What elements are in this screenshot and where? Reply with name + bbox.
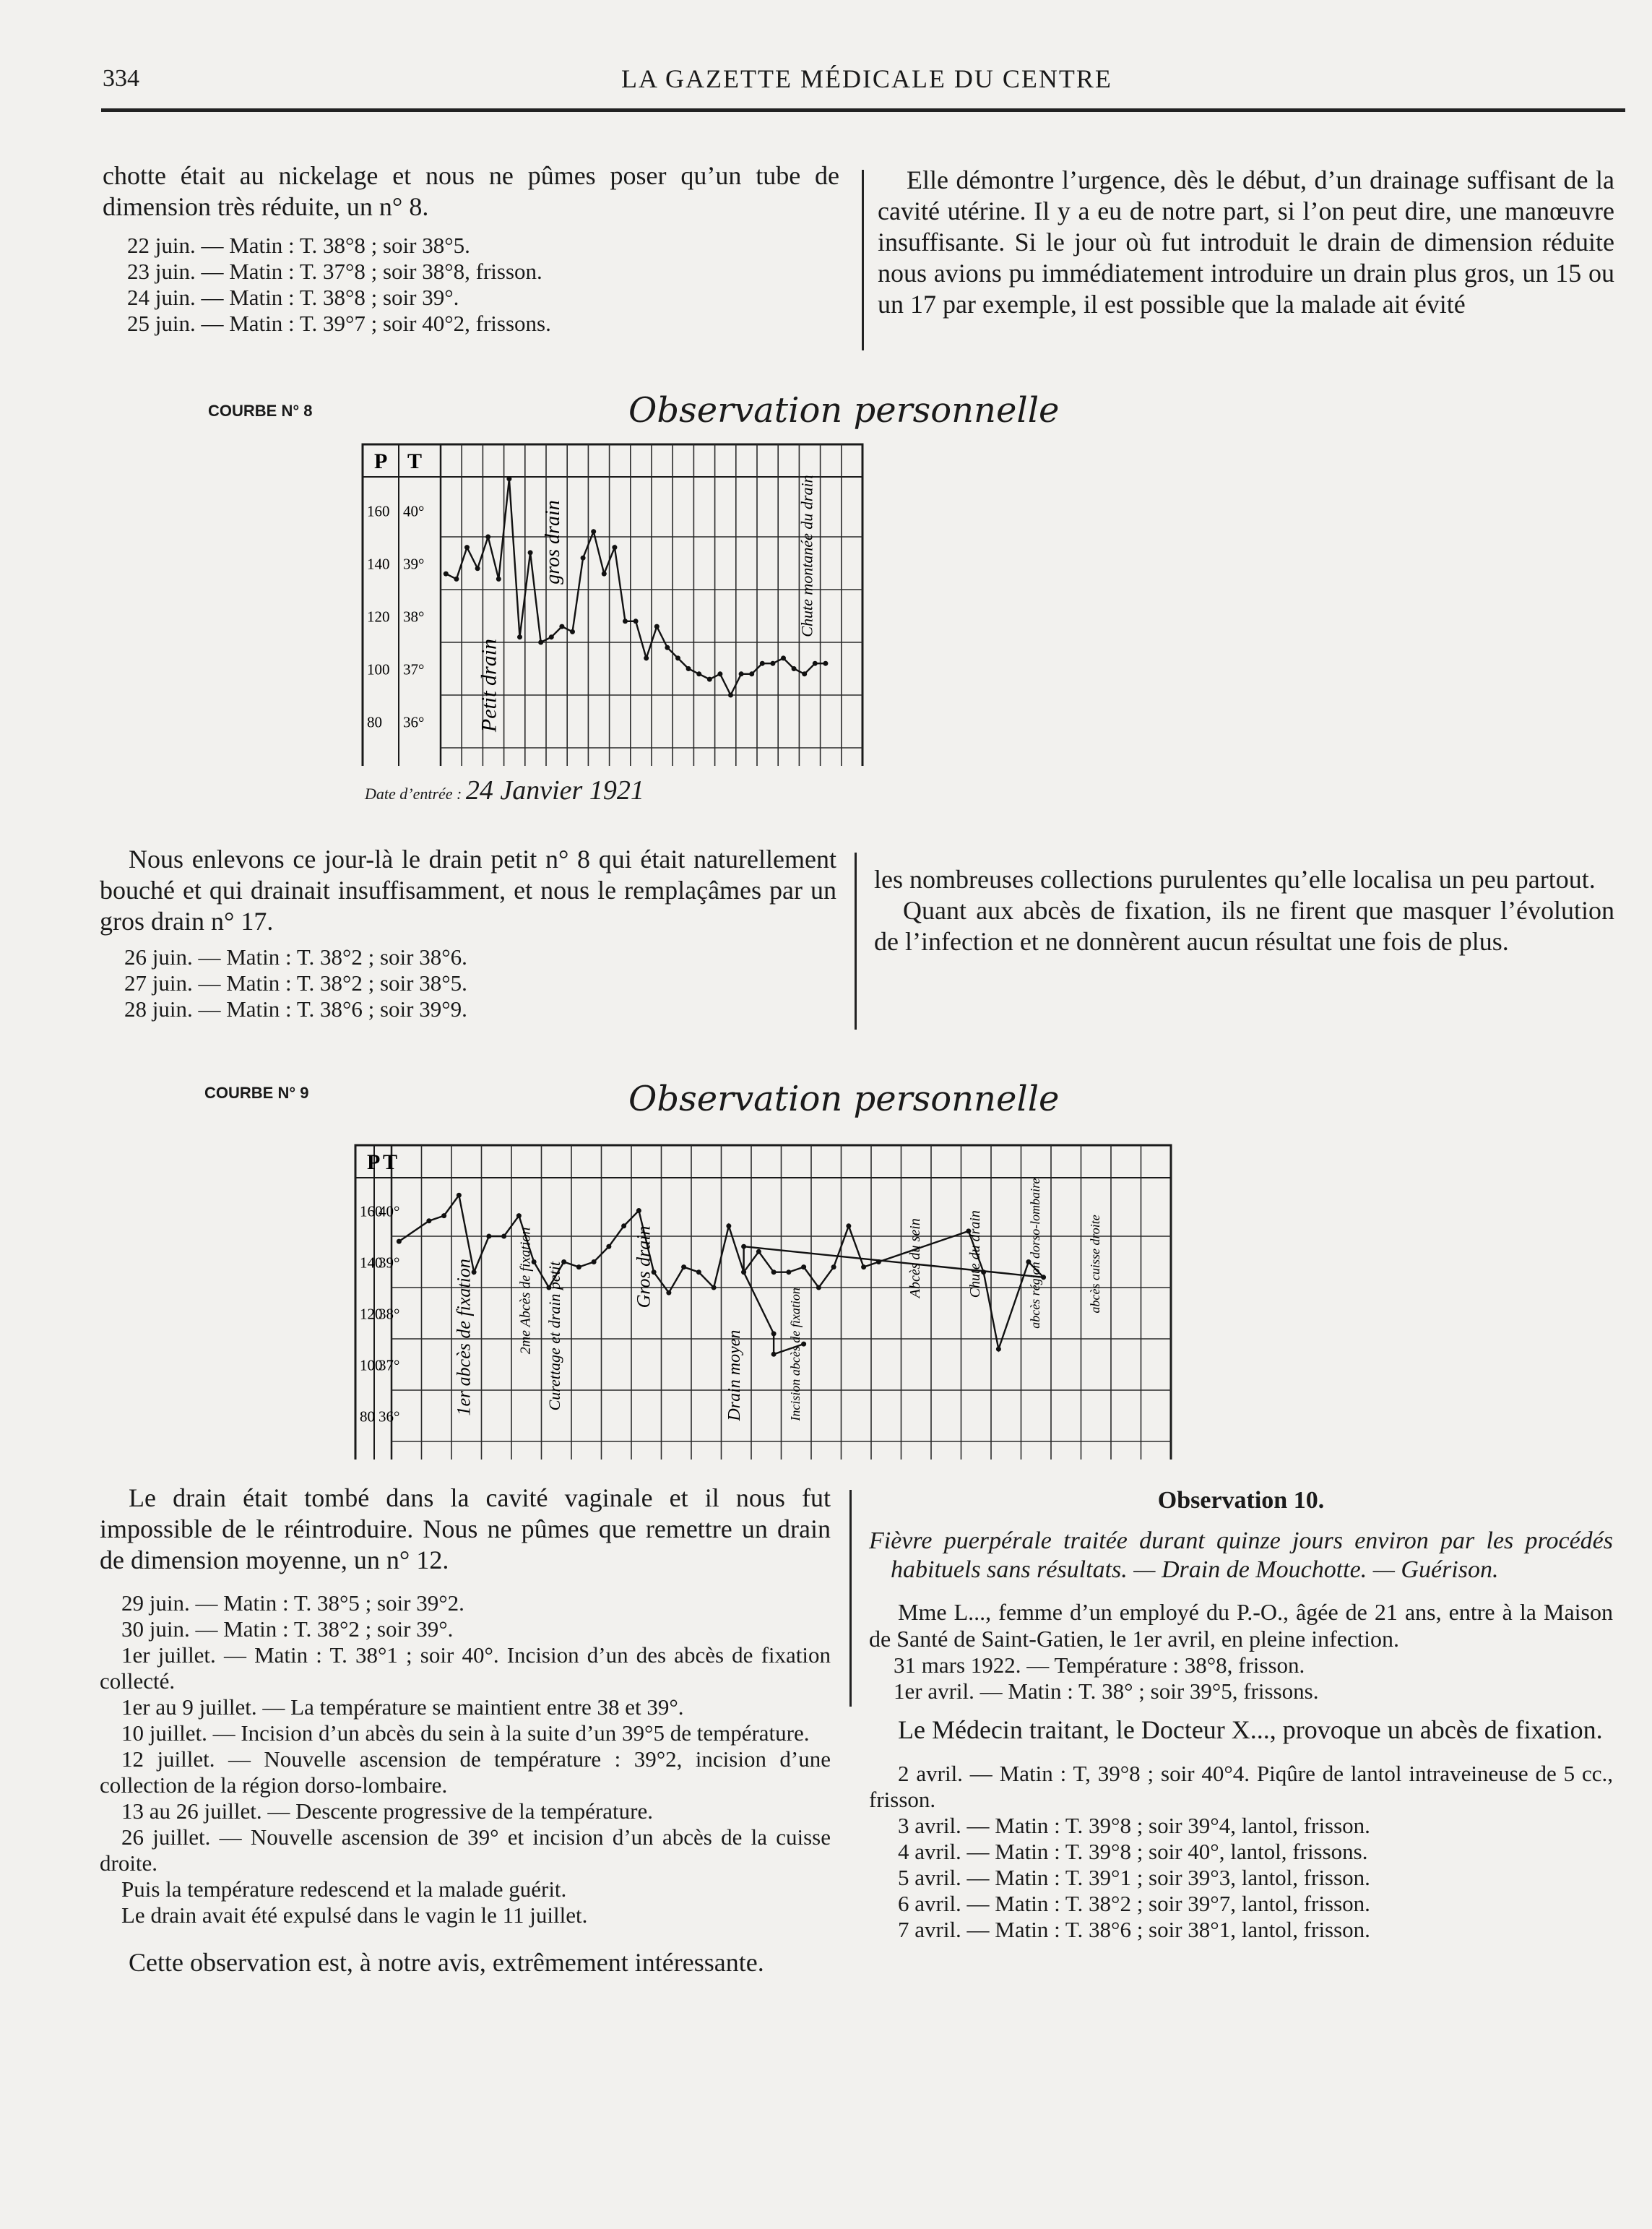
temperature-point	[654, 624, 659, 629]
temperature-point	[696, 1269, 701, 1275]
temperature-point	[516, 1213, 522, 1218]
temperature-point	[549, 634, 554, 639]
chart-frame	[355, 1145, 1171, 1460]
log-line: 10 juillet. — Incision d’un abcès du sein à la suite d’un 39°5 de température.	[121, 1720, 810, 1746]
temperature-point	[633, 618, 639, 624]
temperature-point	[496, 577, 501, 582]
temperature-point	[741, 1244, 746, 1249]
temperature-point	[475, 566, 480, 571]
log-line: Le drain avait été expulsé dans le vagin le 11 juillet.	[121, 1902, 588, 1928]
log-line: 24 juin. — Matin : T. 38°8 ; soir 39°.	[127, 285, 459, 310]
chart-annotation: Chute du drain	[967, 1210, 984, 1298]
log-line: 29 juin. — Matin : T. 38°5 ; soir 39°2.	[121, 1590, 464, 1616]
mid-left-column	[100, 844, 836, 1022]
temperature-point	[749, 671, 754, 676]
chart-annotation: Drain moyen	[725, 1329, 745, 1421]
temperature-point	[760, 661, 765, 666]
header-p: P	[374, 449, 388, 473]
column-divider	[849, 1490, 852, 1707]
log-line: 1er avril. — Matin : T. 38° ; soir 39°5, frissons.	[894, 1678, 1319, 1704]
mid-right-column	[874, 864, 1614, 957]
temperature-point	[771, 1331, 777, 1336]
log-line: 6 avril. — Matin : T. 38°2 ; soir 39°7, lantol, frisson.	[898, 1891, 1370, 1916]
temperature-point	[792, 666, 797, 671]
top-left-column	[103, 160, 839, 337]
chart-annotation: Abcès du sein	[907, 1218, 924, 1298]
temperature-point	[686, 666, 691, 671]
row-label-t: 39°	[379, 1254, 400, 1272]
chart-title: Observation personnelle	[628, 1079, 1060, 1119]
temperature-point	[581, 556, 586, 561]
log-line: 23 juin. — Matin : T. 37°8 ; soir 38°8, frisson.	[127, 259, 542, 284]
temperature-point	[823, 661, 828, 666]
temperature-point	[741, 1269, 746, 1275]
entry-date-value: 24 Janvier 1921	[465, 775, 644, 806]
temperature-point	[696, 671, 701, 676]
temperature-point	[996, 1347, 1001, 1352]
temperature-point	[813, 661, 818, 666]
temperature-point	[666, 1290, 671, 1295]
journal-title: LA GAZETTE MÉDICALE DU CENTRE	[621, 64, 1112, 93]
temperature-point	[441, 1213, 446, 1218]
column-divider	[855, 853, 857, 1030]
chart-annotation: Chute montanée du drain	[797, 475, 816, 637]
entry-date	[365, 775, 644, 806]
temperature-log	[869, 1761, 1613, 1943]
temperature-point	[771, 1269, 777, 1275]
temperature-point	[770, 661, 775, 666]
chart-annotation: abcès cuisse droite	[1088, 1215, 1103, 1314]
temperature-point	[517, 634, 522, 639]
column-divider	[862, 170, 864, 350]
temperature-point	[592, 1259, 597, 1264]
row-label-t: 38°	[379, 1305, 400, 1323]
temperature-log	[869, 1652, 1613, 1704]
temperature-point	[861, 1264, 866, 1269]
temperature-point	[739, 671, 744, 676]
temperature-point	[801, 1264, 806, 1269]
temperature-point	[538, 640, 543, 645]
temperature-point	[397, 1239, 402, 1244]
temperature-point	[802, 671, 807, 676]
temperature-point	[781, 655, 786, 660]
temperature-point	[681, 1264, 686, 1269]
row-label-t: 40°	[379, 1202, 400, 1220]
entry-date-label: Date d’entrée :	[365, 785, 462, 803]
header-p: P	[367, 1150, 381, 1174]
temperature-point	[486, 1234, 491, 1239]
paragraph: Elle démontre l’urgence, dès le début, d’un drainage suffisant de la cavité utérine. Il y a eu de notre part, si l’on peut dire, une manœuvre insuffisante. Si le jour où fut introduit le drain de dimension réduite nous avions pu immédiatement introduire un drain plus gros, un 15 ou un 17 par exemple, il est possible que la malade ait évité	[878, 165, 1614, 319]
row-label-t: 37°	[403, 660, 425, 678]
paragraph: Mme L..., femme d’un employé du P.-O., âgée de 21 ans, entre à la Maison de Santé de Saint-Gatien, le 1er avril, en pleine infection.	[869, 1599, 1613, 1652]
paragraph: Cette observation est, à notre avis, extrêmement intéressante.	[129, 1948, 764, 1977]
row-label-p: 80	[367, 713, 382, 731]
temperature-point	[559, 624, 564, 629]
temperature-point	[831, 1264, 836, 1269]
log-line: 25 juin. — Matin : T. 39°7 ; soir 40°2, frissons.	[127, 311, 551, 336]
log-line: 12 juillet. — Nouvelle ascension de température : 39°2, incision d’une collection de la région dorso-lombaire.	[100, 1746, 831, 1798]
log-line: 27 juin. — Matin : T. 38°2 ; soir 38°5.	[124, 970, 467, 996]
temperature-point	[528, 550, 533, 555]
row-label-p: 160	[360, 1202, 383, 1220]
page-number: 334	[103, 65, 139, 92]
header-t: T	[407, 449, 423, 473]
chart-annotation: Gros drain	[633, 1225, 654, 1308]
temperature-series-line	[446, 479, 826, 695]
temperature-point	[464, 545, 470, 550]
temperature-point	[675, 655, 680, 660]
log-line: 1er au 9 juillet. — La température se maintient entre 38 et 39°.	[121, 1694, 684, 1720]
log-line: 4 avril. — Matin : T. 39°8 ; soir 40°, lantol, frissons.	[898, 1839, 1368, 1864]
temperature-chart-8	[361, 441, 1372, 766]
row-label-p: 100	[367, 660, 390, 678]
log-line: 30 juin. — Matin : T. 38°2 ; soir 39°.	[121, 1616, 454, 1642]
chart-annotation: 2me Abcès de fixation	[517, 1227, 534, 1355]
row-label-t: 36°	[379, 1407, 400, 1426]
paragraph: Le Médecin traitant, le Docteur X..., provoque un abcès de fixation.	[898, 1715, 1603, 1744]
temperature-point	[846, 1223, 851, 1228]
temperature-point	[591, 529, 596, 534]
temperature-point	[786, 1269, 791, 1275]
log-line: 5 avril. — Matin : T. 39°1 ; soir 39°3, lantol, frisson.	[898, 1865, 1370, 1890]
temperature-point	[621, 1223, 626, 1228]
temperature-point	[665, 645, 670, 650]
chart-annotation: Incision abcès de fixation	[788, 1288, 803, 1421]
temperature-point	[726, 1223, 731, 1228]
temperature-point	[756, 1249, 761, 1254]
log-line: 26 juin. — Matin : T. 38°2 ; soir 38°6.	[124, 944, 467, 970]
temperature-log	[100, 944, 836, 1022]
header-t: T	[383, 1150, 398, 1174]
bottom-right-column	[869, 1487, 1613, 1943]
temperature-point	[454, 577, 459, 582]
log-line: 1er juillet. — Matin : T. 38°1 ; soir 40°. Incision d’un des abcès de fixation collecté.	[100, 1642, 831, 1694]
log-line: 2 avril. — Matin : T, 39°8 ; soir 40°4. Piqûre de lantol intraveineuse de 5 cc., frisson.	[869, 1761, 1613, 1812]
row-label-t: 37°	[379, 1356, 400, 1374]
top-right-column	[878, 165, 1614, 320]
temperature-point	[707, 677, 712, 682]
observation-title: Observation 10.	[1157, 1487, 1325, 1514]
temperature-point	[771, 1352, 777, 1357]
log-line: 22 juin. — Matin : T. 38°8 ; soir 38°5.	[127, 233, 470, 258]
header-rule	[101, 108, 1625, 112]
temperature-point	[602, 572, 607, 577]
paragraph: Quant aux abcès de fixation, ils ne firent que masquer l’évolution de l’infection et ne donnèrent aucun résultat une fois de plus.	[874, 896, 1614, 956]
chart-annotation: gros drain	[542, 500, 565, 585]
bottom-left-column	[100, 1483, 831, 1978]
paragraph: les nombreuses collections purulentes qu’elle localisa un peu partout.	[874, 865, 1596, 894]
row-label-t: 40°	[403, 502, 425, 520]
temperature-point	[501, 1234, 506, 1239]
paragraph: Nous enlevons ce jour-là le drain petit n° 8 qui était naturellement bouché et qui drainait insuffisamment, et nous le remplaçâmes par un gros drain n° 17.	[100, 845, 836, 936]
paragraph: chotte était au nickelage et nous ne pûmes poser qu’un tube de dimension très réduite, un n° 8.	[103, 161, 839, 221]
temperature-point	[712, 1285, 717, 1290]
row-label-p: 120	[367, 608, 390, 626]
log-line: 7 avril. — Matin : T. 38°6 ; soir 38°1, lantol, frisson.	[898, 1917, 1370, 1942]
temperature-point	[570, 629, 575, 634]
paragraph: Le drain était tombé dans la cavité vaginale et il nous fut impossible de le réintroduire. Nous ne pûmes que remettre un drain de dimension moyenne, un n° 12.	[100, 1483, 831, 1574]
log-line: 31 mars 1922. — Température : 38°8, frisson.	[894, 1652, 1305, 1678]
temperature-point	[728, 693, 733, 698]
row-label-p: 80	[360, 1407, 375, 1426]
row-label-p: 140	[367, 555, 390, 573]
temperature-chart-9	[354, 1134, 1365, 1460]
temperature-point	[485, 535, 490, 540]
temperature-point	[444, 572, 449, 577]
row-label-t: 36°	[403, 713, 425, 731]
chart-frame	[363, 444, 862, 766]
temperature-point	[576, 1264, 581, 1269]
temperature-point	[876, 1259, 881, 1264]
temperature-point	[623, 618, 628, 624]
chart-title: Observation personnelle	[628, 390, 1060, 431]
temperature-log	[103, 233, 839, 337]
chart-annotation: 1er abcès de fixation	[453, 1259, 475, 1416]
log-line: 26 juillet. — Nouvelle ascension de 39° et incision d’un abcès de la cuisse droite.	[100, 1824, 831, 1876]
chart-annotation: abcès région dorso-lombaire	[1028, 1178, 1043, 1329]
chart-label: COURBE N° 9	[204, 1084, 309, 1102]
temperature-point	[612, 545, 617, 550]
row-label-t: 38°	[403, 608, 425, 626]
row-label-p: 160	[367, 502, 390, 520]
temperature-point	[506, 476, 511, 481]
row-label-p: 120	[360, 1305, 383, 1323]
observation-subtitle: Fièvre puerpérale traitée durant quinze jours environ par les procédés habituels sans résultats. — Drain de Mouchotte. — Guérison.	[869, 1527, 1613, 1583]
temperature-point	[644, 655, 649, 660]
chart-annotation: Petit drain	[477, 638, 501, 733]
temperature-point	[426, 1218, 431, 1223]
temperature-point	[717, 671, 722, 676]
log-line: 13 au 26 juillet. — Descente progressive de la température.	[121, 1798, 653, 1824]
row-label-p: 140	[360, 1254, 383, 1272]
chart-label: COURBE N° 8	[208, 402, 313, 420]
log-line: Puis la température redescend et la malade guérit.	[121, 1876, 567, 1902]
temperature-point	[606, 1244, 611, 1249]
temperature-log	[100, 1590, 831, 1928]
temperature-point	[457, 1193, 462, 1198]
log-line: 28 juin. — Matin : T. 38°6 ; soir 39°9.	[124, 996, 467, 1022]
row-label-p: 100	[360, 1356, 383, 1374]
temperature-point	[816, 1285, 821, 1290]
chart-annotation: Curettage et drain petit	[545, 1262, 564, 1411]
temperature-point	[636, 1208, 641, 1213]
log-line: 3 avril. — Matin : T. 39°8 ; soir 39°4, lantol, frisson.	[898, 1813, 1370, 1838]
row-label-t: 39°	[403, 555, 425, 573]
